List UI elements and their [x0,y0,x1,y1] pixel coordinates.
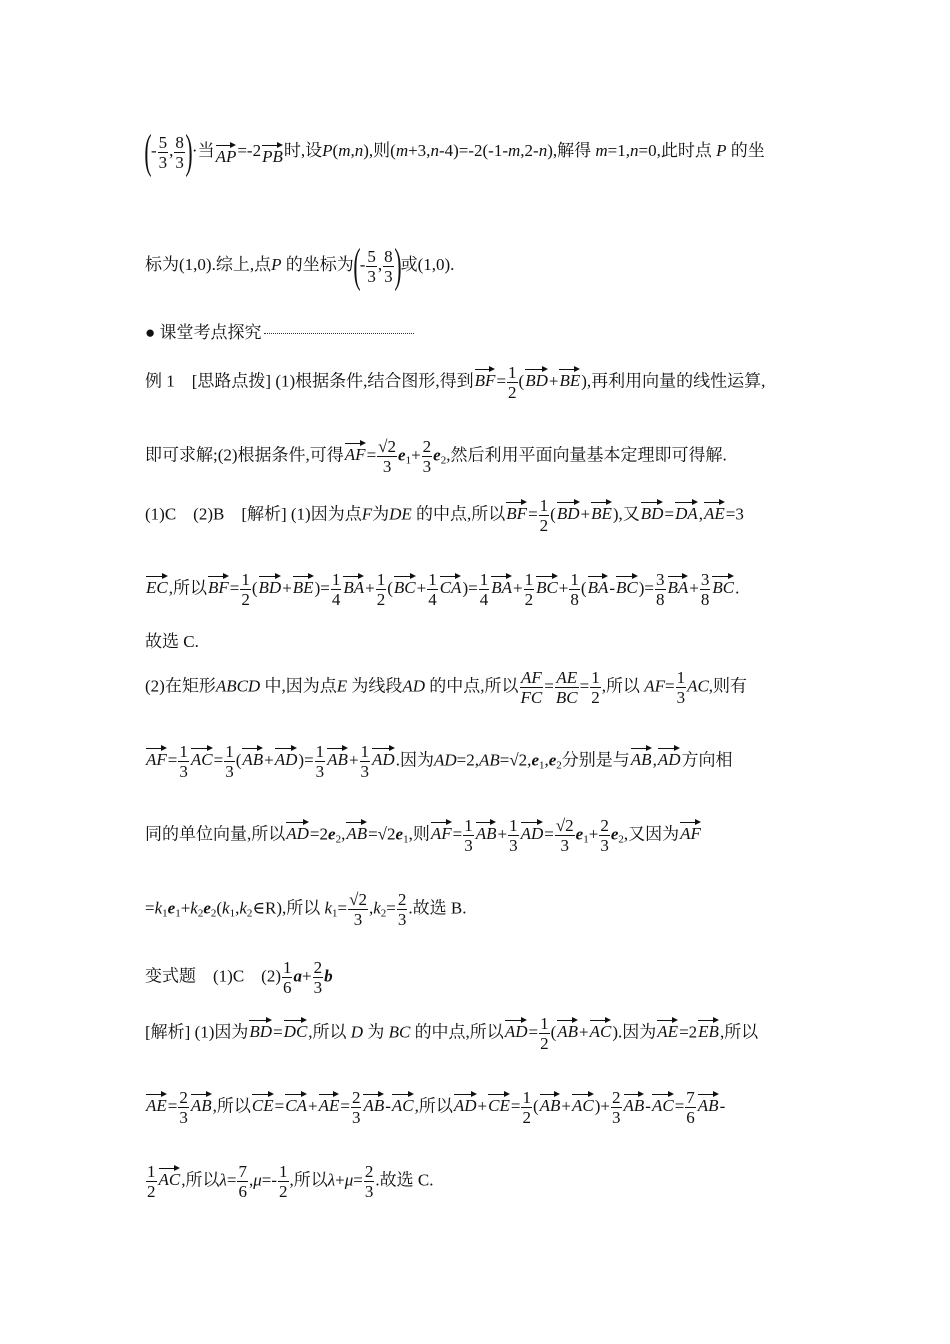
bullet-icon: ● [145,323,156,342]
solution-line: 标为(1,0).综上,点P 的坐标为(- $\frac{5}{3}$ , $\frac{8}{3}$ )或(1,0). [145,239,455,292]
solution-line: [解析] (1)因为BD=DC,所以 D 为 BC 的中点,所以AD= $\frac{1}{2}$ (AB+AC).因为AE=2EB,所以 [145,1014,759,1053]
solution-line: AF= $\frac{1}{3}$ AC= $\frac{1}{3}$ (AB+AD)= $\frac{1}{3}$ AB+ $\frac{1}{3}$ AD.因为$AD=2,AB=√2,e_1,e_2$分别是与AB,AD方向相 [146,742,733,781]
solution-line: 即可求解;(2)根据条件,可得AF= $\frac{√2}{3}$ $e_1+$ $\frac{2}{3}$ $e_2$,然后利用平面向量基本定理即可得解. [145,437,727,476]
solution-line: EC,所以BF= $\frac{1}{2}$ (BD+BE)= $\frac{1}{4}$ BA+ $\frac{1}{2}$ (BC+ $\frac{1}{4}$ CA)= $\frac{1}{4}$ BA+ $\frac{1}{2}$ BC+ $\frac{1}{8}$ (BA-BC)= $\frac{3}{8}$ BA+ $\frac{3}{8}$ BC. [146,570,740,609]
solution-line: (- $\frac{5}{3}$ , $\frac{8}{3}$ )·当AP=-2PB时,设P(m,n),则(m+3,n-4)=-2(-1-m,2-n),解得 m=1,n=0,此时点 P 的坐 [144,125,765,178]
solution-line: 例 1 [思路点拨] (1)根据条件,结合图形,得到BF= $\frac{1}{2}$ (BD+BE),再利用向量的线性运算, [145,363,766,402]
solution-line: (1)C (2)B [解析] (1)因为点F为DE 的中点,所以BF= $\frac{1}{2}$ (BD+BE),又BD=DA,AE=3 [145,496,744,535]
solution-line: 故选 C. [145,632,199,651]
section-heading [145,323,414,343]
solution-line: 同的单位向量,所以$AD=2e_2,AB=√2e_1$,则AF= $\frac{1}{3}$ AB+ $\frac{1}{3}$ AD= $\frac{√2}{3}$ $e_1+$ $\frac{2}{3}$ $e_2$,又因为AF [145,816,701,855]
solution-line: $=k_1e_1+k_2e_2(k_1,k_2\in R)$,所以 $k_1=$ $\frac{√2}{3}$ $,k_2=$ $\frac{2}{3}$ .故选 B. [145,890,467,929]
solution-line: (2)在矩形ABCD 中,因为点E 为线段AD 的中点,所以 $\frac{AF}{FC}$ = $\frac{AE}{BC}$ = $\frac{1}{2}$ ,所以 AF= $\frac{1}{3}$ AC,则有 [145,668,748,707]
solution-line: 变式题 (1)C (2) $\frac{1}{6}$ a+ $\frac{2}{3}$ b [145,958,333,997]
section-title: 课堂考点探究 [159,323,262,342]
solution-line: $\frac{1}{2}$ AC,所以λ= $\frac{7}{6}$ ,μ=- $\frac{1}{2}$ ,所以λ+μ= $\frac{2}{3}$ .故选 C. [147,1162,434,1201]
solution-line: AE= $\frac{2}{3}$ AB,所以CE=CA+AE= $\frac{2}{3}$ AB-AC,所以AD+CE= $\frac{1}{2}$ (AB+AC)+ $\frac{2}{3}$ AB-AC= $\frac{7}{6}$ AB- [146,1088,726,1127]
